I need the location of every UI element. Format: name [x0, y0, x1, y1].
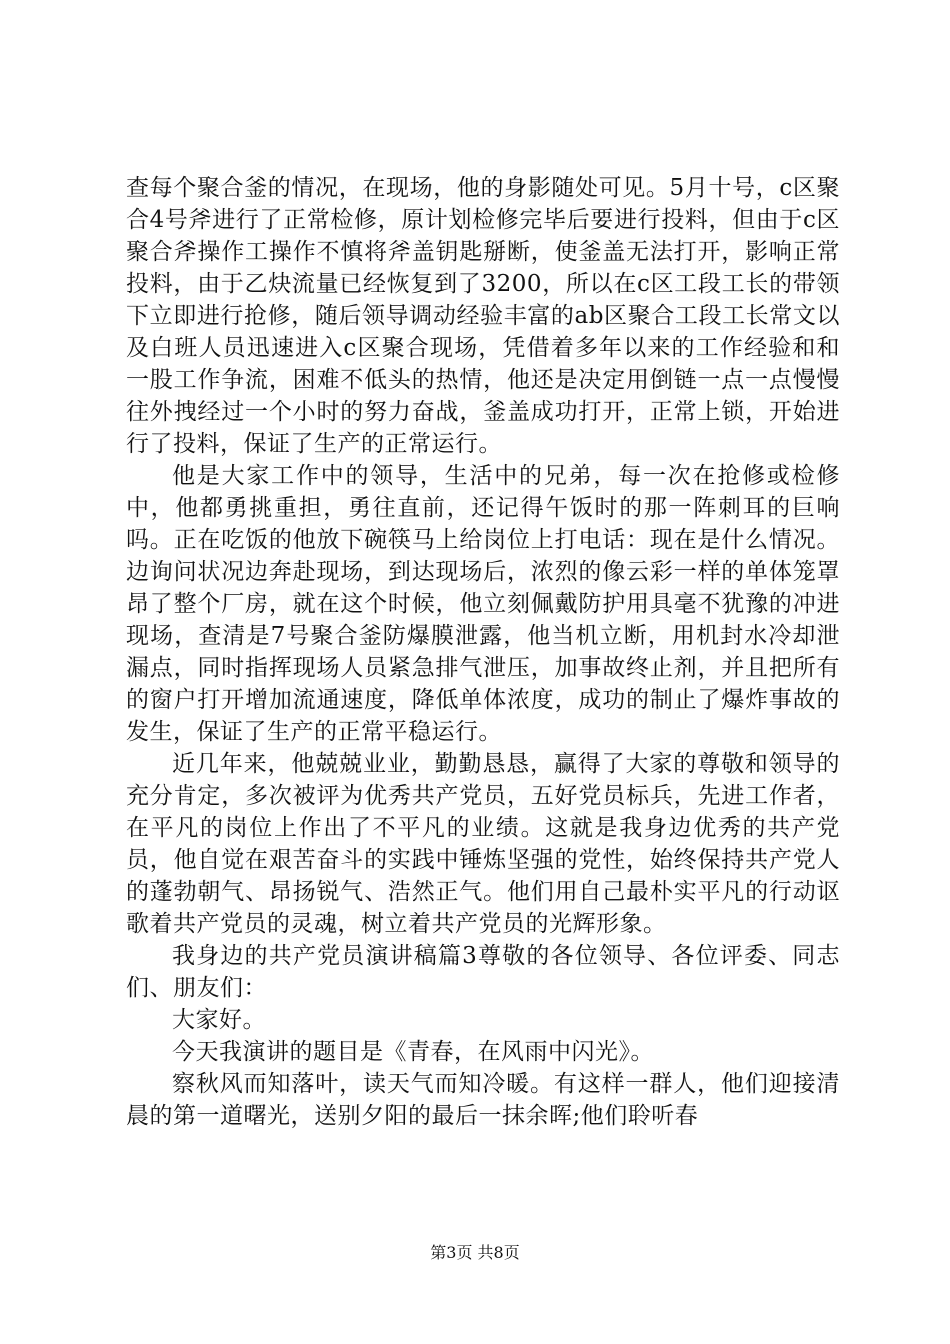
paragraph: 我身边的共产党员演讲稿篇3尊敬的各位领导、各位评委、同志们、朋友们： — [126, 943, 840, 1001]
paragraph: 他是大家工作中的领导，生活中的兄弟，每一次在抢修或检修中，他都勇挑重担，勇往直前，还记得午饭时的那一阵刺耳的巨响吗。正在吃饭的他放下碗筷马上给岗位上打电话：现在是什么情况。边询问状况边奔赴现场，到达现场后，浓烈的像云彩一样的单体笼罩昂了整个厂房，就在这个时候，他立刻佩戴防护用具毫不犹豫的冲进现场，查清是7号聚合釜防爆膜泄露，他当机立断，用机封水冷却泄漏点，同时指挥现场人员紧急排气泄压，加事故终止剂，并且把所有的窗户打开增加流通速度，降低单体浓度，成功的制止了爆炸事故的发生，保证了生产的正常平稳运行。 — [126, 463, 840, 745]
document-body — [126, 172, 840, 1132]
page-number-footer: 第3页 共8页 — [430, 1243, 520, 1262]
paragraph: 近几年来，他兢兢业业，勤勤恳恳，赢得了大家的尊敬和领导的充分肯定，多次被评为优秀共产党员，五好党员标兵，先进工作者，在平凡的岗位上作出了不平凡的业绩。这就是我身边优秀的共产党员，他自觉在艰苦奋斗的实践中锤炼坚强的党性，始终保持共产党人的蓬勃朝气、昂扬锐气、浩然正气。他们用自己最朴实平凡的行动讴歌着共产党员的灵魂，树立着共产党员的光辉形象。 — [126, 751, 840, 937]
paragraph: 察秋风而知落叶，读天气而知冷暖。有这样一群人，他们迎接清晨的第一道曙光，送别夕阳的最后一抹余晖;他们聆听春 — [126, 1071, 840, 1129]
paragraph: 今天我演讲的题目是《青春，在风雨中闪光》。 — [172, 1039, 654, 1065]
paragraph: 大家好。 — [172, 1007, 266, 1033]
paragraph: 查每个聚合釜的情况，在现场，他的身影随处可见。5月十号，c区聚合4号斧进行了正常检修，原计划检修完毕后要进行投料，但由于c区聚合斧操作工操作不慎将斧盖钥匙掰断，使釜盖无法打开，影响正常投料，由于乙炔流量已经恢复到了3200，所以在c区工段工长的带领下立即进行抢修，随后领导调动经验丰富的ab区聚合工段工长常文以及白班人员迅速进入c区聚合现场，凭借着多年以来的工作经验和和一股工作争流，困难不低头的热情，他还是决定用倒链一点一点慢慢往外拽经过一个小时的努力奋战，釜盖成功打开，正常上锁，开始进行了投料，保证了生产的正常运行。 — [126, 175, 840, 457]
